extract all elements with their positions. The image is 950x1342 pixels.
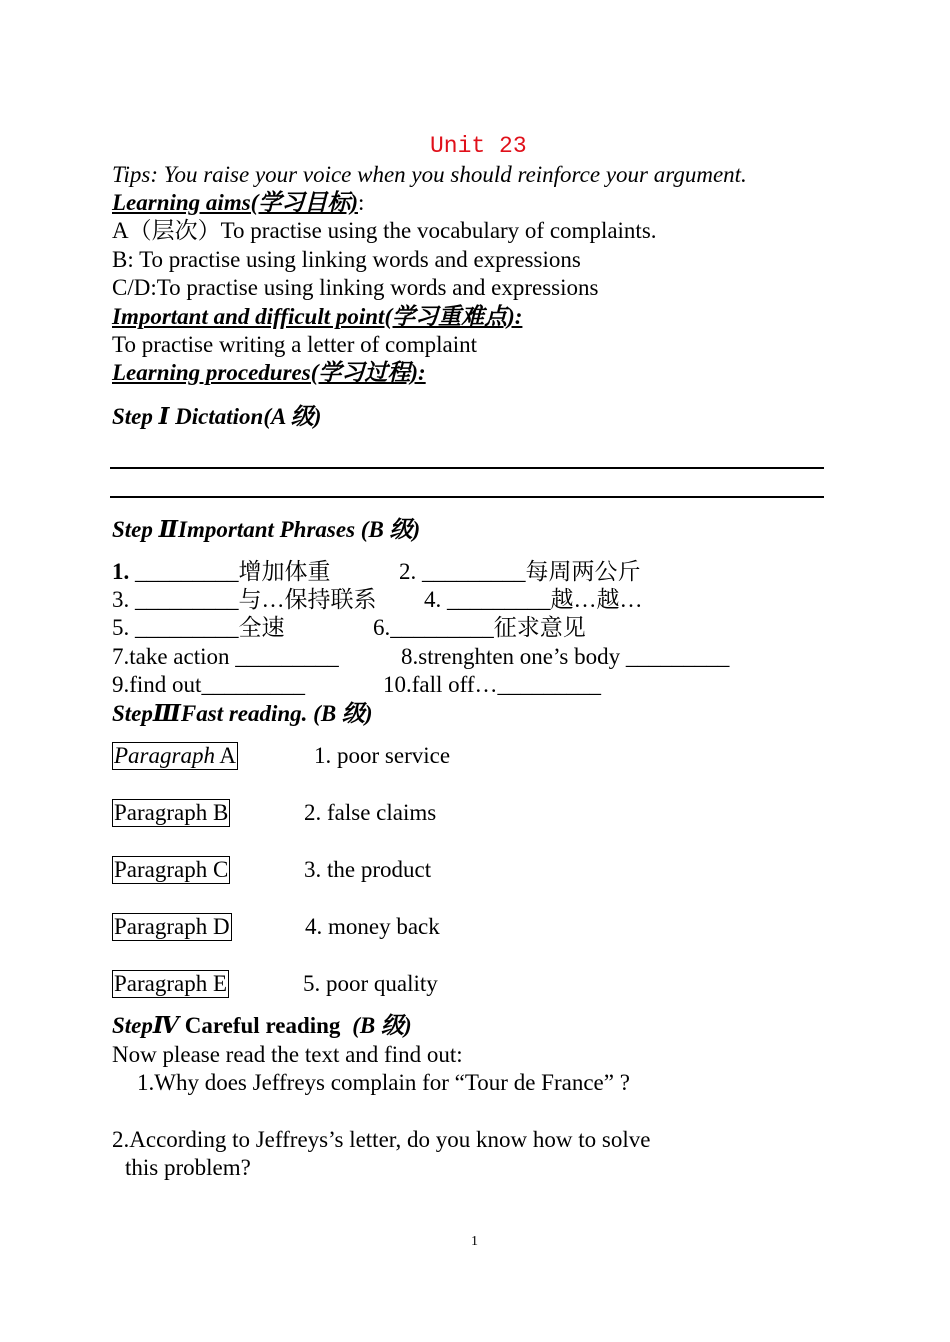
step4-heading-step: StepⅣ <box>112 1013 179 1038</box>
aims-heading: Learning aims(学习目标) <box>112 190 358 215</box>
phrase-8: 8.strenghten one’s body _________ <box>401 644 730 669</box>
phrase-7-number: 7. <box>112 644 130 669</box>
match-2: 2. false claims <box>304 800 437 825</box>
aim-a: A（层次）To practise using the vocabulary of complaints. <box>112 218 657 243</box>
page-number: 1 <box>471 1234 478 1249</box>
phrase-1 <box>112 558 331 586</box>
dictation-line-2[interactable] <box>110 496 824 498</box>
aim-b: B: To practise using linking words and expressions <box>112 247 581 272</box>
aim-cd: C/D:To practise using linking words and expressions <box>112 275 599 300</box>
difficult-text: To practise writing a letter of complaint <box>112 332 477 357</box>
phrase-5-text: _________全速 <box>129 615 285 640</box>
paragraph-d-box[interactable]: Paragraph D <box>114 914 230 939</box>
phrase-1-text: _________增加体重 <box>129 559 331 584</box>
phrase-9-number: 9. <box>112 672 130 697</box>
paragraph-c-box[interactable]: Paragraph C <box>114 857 229 882</box>
match-1: 1. poor service <box>314 743 451 768</box>
phrase-9-text: find out_________ <box>129 672 305 697</box>
paragraph-b-box[interactable]: Paragraph B <box>114 800 229 825</box>
page-title: Unit 23 <box>430 133 527 159</box>
phrase-4: 4. _________越…越… <box>424 587 643 612</box>
paragraph-a-label: Paragraph <box>114 743 215 768</box>
phrase-5-number: 5. <box>112 615 130 640</box>
step4-heading-title: Careful reading <box>184 1013 341 1038</box>
phrase-10: 10.fall off…_________ <box>383 672 602 697</box>
question-2-line-1: 2.According to Jeffreys’s letter, do you know how to solve <box>112 1127 651 1152</box>
phrase-9 <box>112 671 305 699</box>
paragraph-a-box[interactable] <box>112 742 238 770</box>
match-4: 4. money back <box>305 914 440 939</box>
paragraph-a-letter: A <box>214 743 237 768</box>
step4-heading <box>112 1012 412 1040</box>
match-3: 3. the product <box>304 857 432 882</box>
phrase-3-text: _________与…保持联系 <box>129 587 377 612</box>
step2-heading: Step ⅡImportant Phrases (B 级) <box>112 517 421 542</box>
step4-intro: Now please read the text and find out: <box>112 1042 463 1067</box>
phrase-2: 2. _________每周两公斤 <box>399 559 641 584</box>
dictation-line-1[interactable] <box>110 467 824 469</box>
question-1: 1.Why does Jeffreys complain for “Tour de France” ? <box>137 1070 630 1095</box>
phrase-1-number: 1. <box>112 559 130 584</box>
step4-heading-level: (B 级) <box>352 1013 412 1038</box>
tips-text: Tips: You raise your voice when you should reinforce your argument. <box>112 162 747 187</box>
aims-heading-line <box>112 189 364 217</box>
question-2-line-2: this problem? <box>125 1155 251 1180</box>
procedures-heading: Learning procedures(学习过程): <box>112 360 426 385</box>
step1-heading: Step Ⅰ Dictation(A 级) <box>112 404 322 429</box>
match-5: 5. poor quality <box>303 971 438 996</box>
phrase-7-text: take action _________ <box>129 644 339 669</box>
phrase-6: 6._________征求意见 <box>373 615 586 640</box>
phrase-3 <box>112 586 377 614</box>
aims-colon: : <box>357 190 365 215</box>
phrase-5 <box>112 614 285 642</box>
difficult-heading: Important and difficult point(学习重难点): <box>112 304 523 329</box>
phrase-7 <box>112 643 339 671</box>
paragraph-e-box[interactable]: Paragraph E <box>114 971 228 996</box>
step3-heading: StepⅢFast reading. (B 级) <box>112 701 373 726</box>
phrase-3-number: 3. <box>112 587 130 612</box>
